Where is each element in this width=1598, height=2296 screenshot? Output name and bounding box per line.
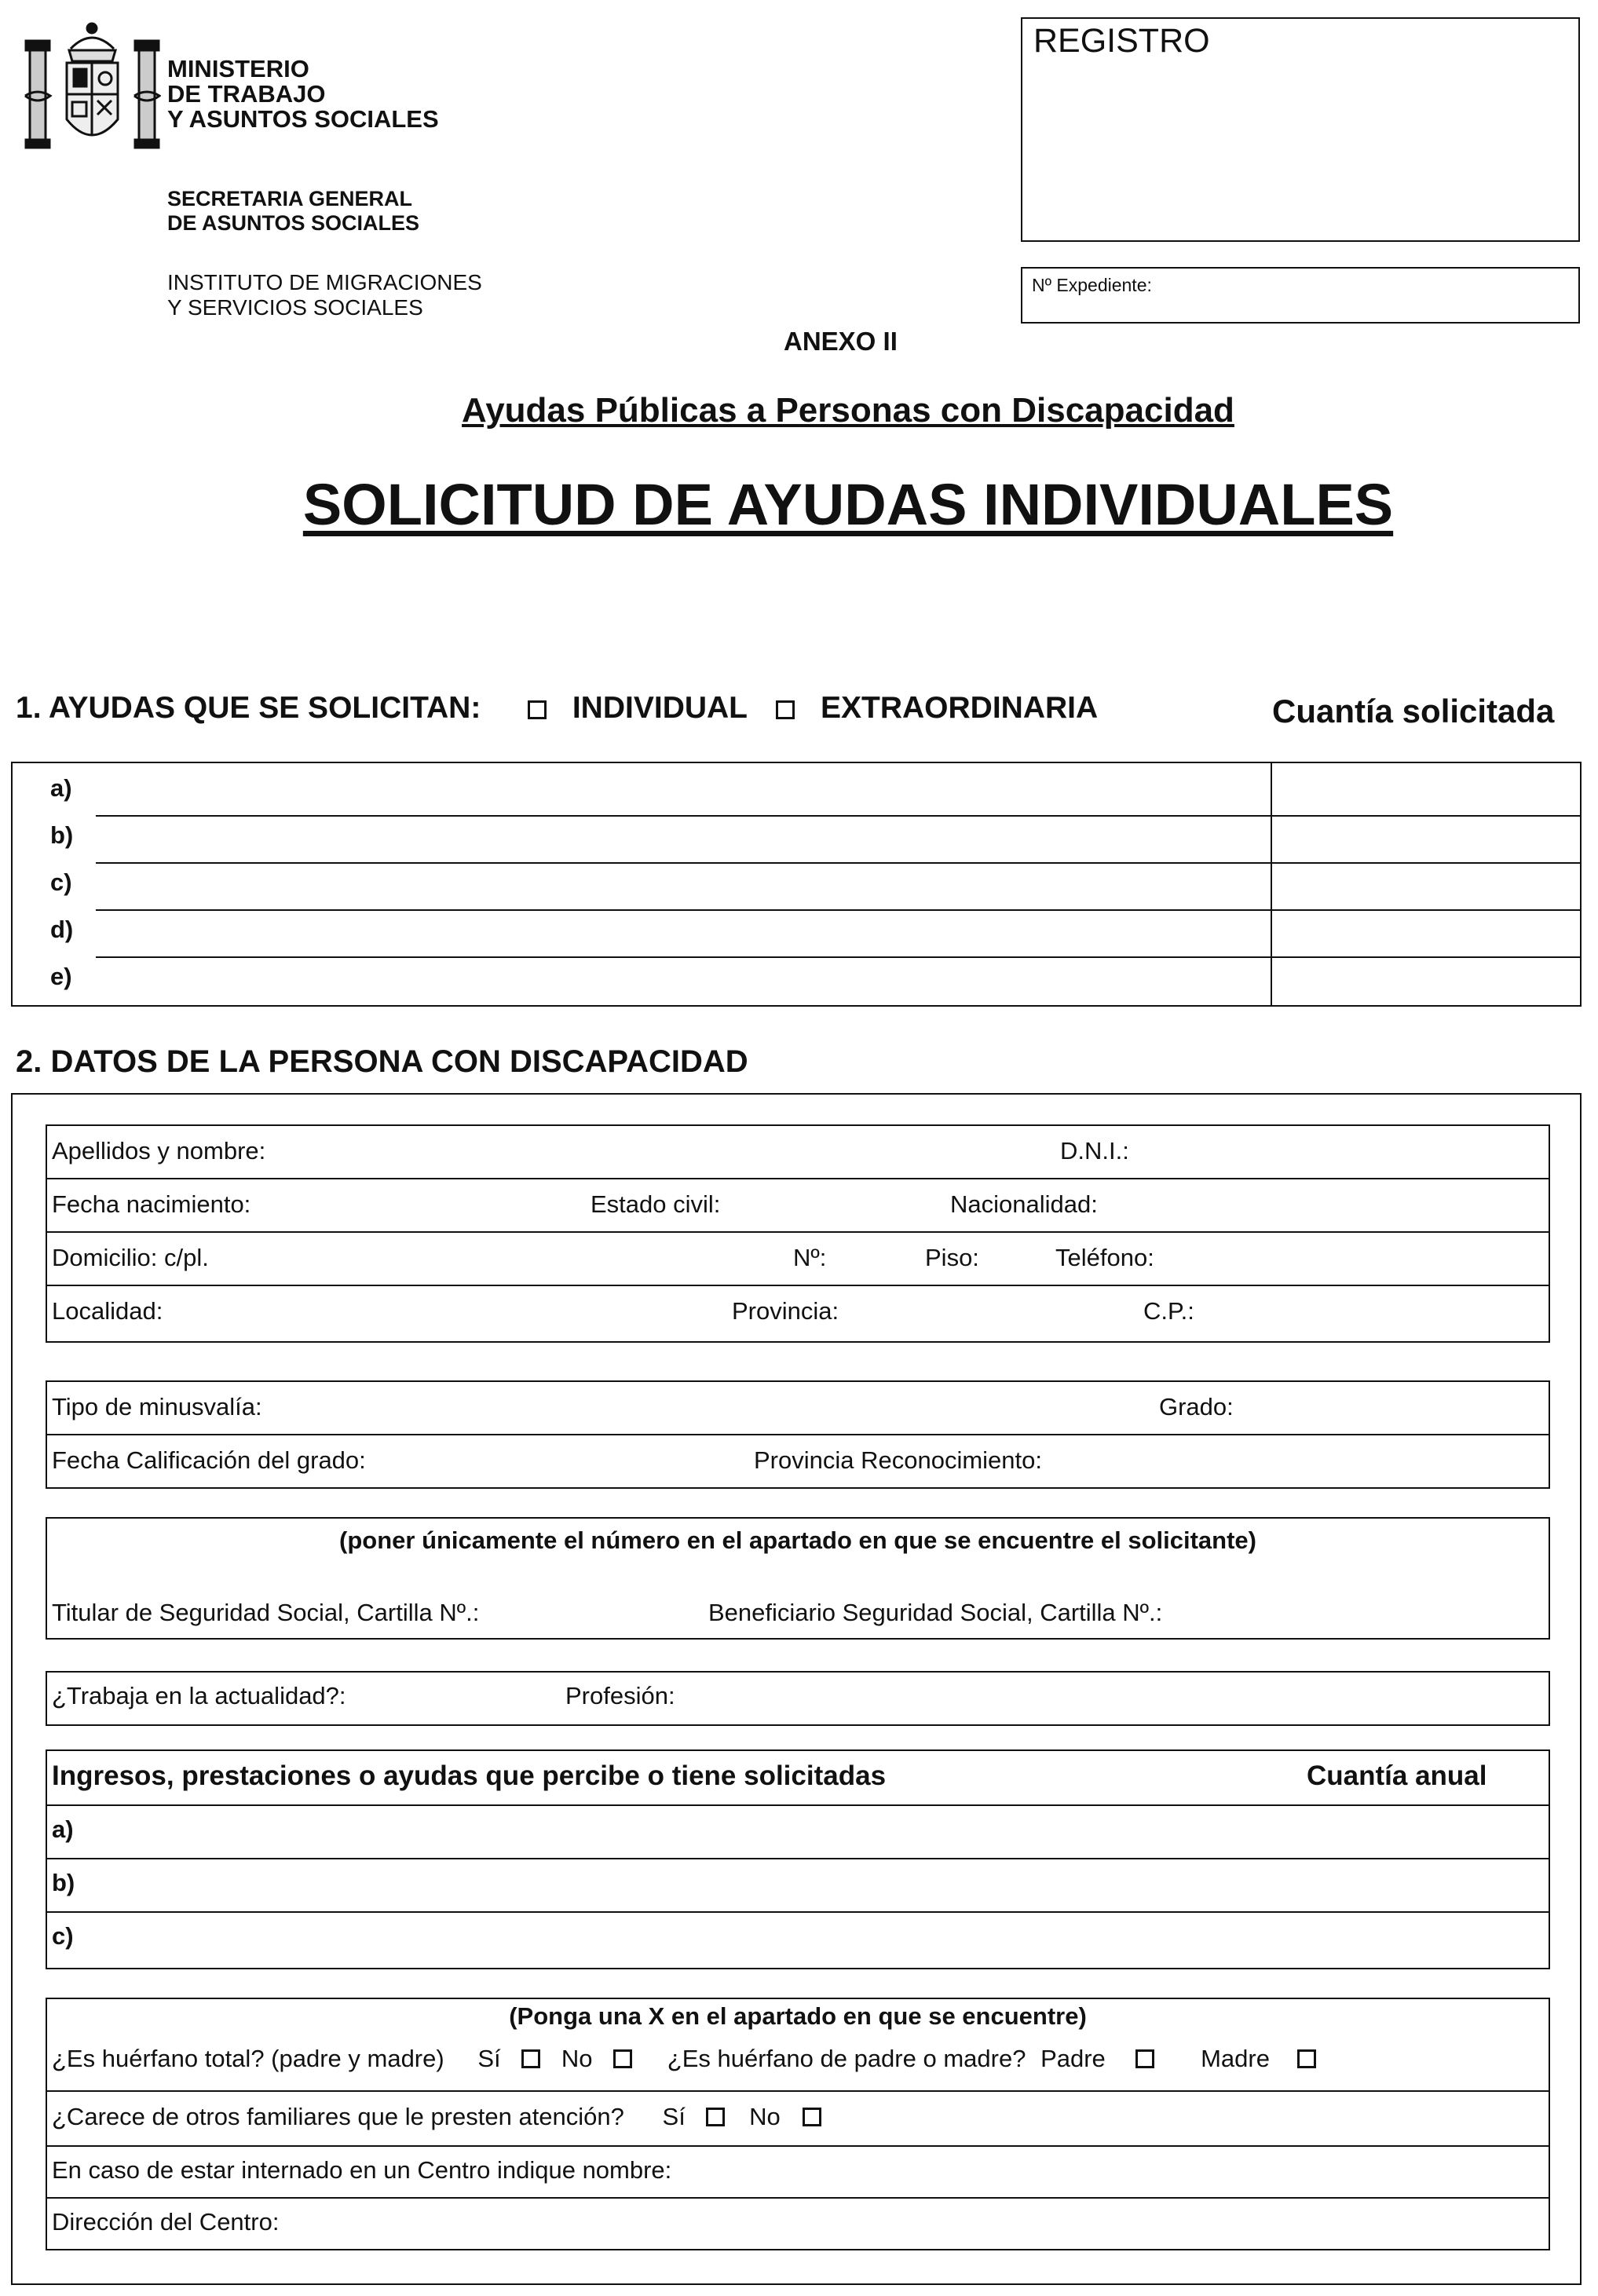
dni-label: D.N.I.: <box>1060 1137 1129 1164</box>
localidad-label: Localidad: <box>52 1297 163 1325</box>
beneficiario-ss-label: Beneficiario Seguridad Social, Cartilla Nº.: <box>708 1599 1163 1626</box>
extraordinaria-label: EXTRAORDINARIA <box>821 691 1099 725</box>
carece-familiares-label: ¿Carece de otros familiares que le presten atención? <box>52 2103 624 2130</box>
profesion-label: Profesión: <box>565 1682 675 1709</box>
carece-si-label: Sí <box>662 2103 686 2130</box>
telefono-label: Teléfono: <box>1055 1244 1154 1271</box>
provincia-reconocimiento-label: Provincia Reconocimiento: <box>754 1446 1043 1474</box>
page-subtitle: Ayudas Públicas a Personas con Discapacidad <box>462 391 1234 430</box>
ayudas-table <box>11 762 1582 1007</box>
titular-ss-label: Titular de Seguridad Social, Cartilla Nº.: <box>52 1599 480 1626</box>
huerfano-total-no-label: No <box>561 2045 593 2072</box>
domicilio-label: Domicilio: c/pl. <box>52 1244 209 1271</box>
carece-no-checkbox[interactable] <box>803 2108 821 2126</box>
secretaria-line-2: DE ASUNTOS SOCIALES <box>167 211 420 235</box>
centro-direccion-label: Dirección del Centro: <box>52 2208 280 2236</box>
cuantia-solicitada-header: Cuantía solicitada <box>1272 693 1555 729</box>
ayuda-row-b: b) <box>50 821 74 849</box>
trabaja-label: ¿Trabaja en la actualidad?: <box>52 1682 346 1709</box>
seguridad-social-block <box>46 1517 1550 1640</box>
huerfano-total-si-label: Sí <box>477 2045 501 2072</box>
carece-si-checkbox[interactable] <box>706 2108 725 2126</box>
huerfano-parcial-label: ¿Es huérfano de padre o madre? <box>667 2045 1026 2072</box>
ingreso-row-b: b) <box>52 1869 75 1896</box>
huerfano-total-si-checkbox[interactable] <box>521 2049 540 2068</box>
huerfano-padre-label: Padre <box>1040 2045 1106 2072</box>
apellidos-label: Apellidos y nombre: <box>52 1137 266 1164</box>
personal-data-block <box>46 1124 1550 1343</box>
cuantia-anual-header: Cuantía anual <box>1307 1760 1487 1791</box>
expediente-field[interactable] <box>1021 267 1580 324</box>
page-title: SOLICITUD DE AYUDAS INDIVIDUALES <box>302 472 1394 537</box>
individual-label: INDIVIDUAL <box>572 691 748 725</box>
huerfano-madre-label: Madre <box>1201 2045 1270 2072</box>
provincia-label: Provincia: <box>732 1297 839 1325</box>
situacion-note: (Ponga una X en el apartado en que se encuentre) <box>509 2002 1087 2030</box>
ayuda-row-d: d) <box>50 916 74 943</box>
ingreso-row-a: a) <box>52 1815 74 1843</box>
estado-civil-label: Estado civil: <box>591 1190 721 1218</box>
ingreso-row-c: c) <box>52 1922 74 1950</box>
coat-of-arms-emblem <box>24 17 161 157</box>
anexo-label: ANEXO II <box>784 327 898 356</box>
seguridad-social-note: (poner únicamente el número en el apartado en que se encuentre el solicitante) <box>339 1526 1256 1554</box>
section1-title: 1. AYUDAS QUE SE SOLICITAN: <box>16 691 481 725</box>
huerfano-total-no-checkbox[interactable] <box>613 2049 632 2068</box>
secretaria-line-1: SECRETARIA GENERAL <box>167 187 413 210</box>
instituto-line-1: INSTITUTO DE MIGRACIONES <box>167 270 482 294</box>
fecha-calificacion-label: Fecha Calificación del grado: <box>52 1446 366 1474</box>
numero-label: Nº: <box>793 1244 827 1271</box>
nacionalidad-label: Nacionalidad: <box>950 1190 1098 1218</box>
registro-box <box>1021 17 1580 242</box>
ingresos-block <box>46 1749 1550 1969</box>
section2-title: 2. DATOS DE LA PERSONA CON DISCAPACIDAD <box>16 1044 748 1079</box>
huerfano-padre-checkbox[interactable] <box>1135 2049 1154 2068</box>
ministry-line-1: MINISTERIO <box>167 55 309 82</box>
instituto-line-2: Y SERVICIOS SOCIALES <box>167 295 423 320</box>
registro-label: REGISTRO <box>1033 22 1210 60</box>
ingresos-header: Ingresos, prestaciones o ayudas que percibe o tiene solicitadas <box>52 1760 887 1791</box>
ministry-line-2: DE TRABAJO <box>167 80 326 108</box>
ayuda-row-a: a) <box>50 774 72 802</box>
extraordinaria-checkbox[interactable] <box>776 700 795 719</box>
piso-label: Piso: <box>925 1244 979 1271</box>
huerfano-total-label: ¿Es huérfano total? (padre y madre) <box>52 2045 444 2072</box>
tipo-minusvalia-label: Tipo de minusvalía: <box>52 1393 262 1420</box>
ayuda-row-c: c) <box>50 868 72 896</box>
fecha-nacimiento-label: Fecha nacimiento: <box>52 1190 251 1218</box>
section2-frame <box>11 1093 1582 2285</box>
ayuda-row-e: e) <box>50 963 72 990</box>
situacion-block <box>46 1998 1550 2250</box>
expediente-label: Nº Expediente: <box>1032 275 1152 295</box>
cp-label: C.P.: <box>1143 1297 1194 1325</box>
centro-nombre-label: En caso de estar internado en un Centro indique nombre: <box>52 2156 672 2184</box>
minusvalia-block <box>46 1380 1550 1489</box>
grado-label: Grado: <box>1159 1393 1234 1420</box>
carece-no-label: No <box>749 2103 781 2130</box>
trabajo-block <box>46 1671 1550 1726</box>
huerfano-madre-checkbox[interactable] <box>1297 2049 1316 2068</box>
ministry-line-3: Y ASUNTOS SOCIALES <box>167 105 439 133</box>
individual-checkbox[interactable] <box>528 700 547 719</box>
